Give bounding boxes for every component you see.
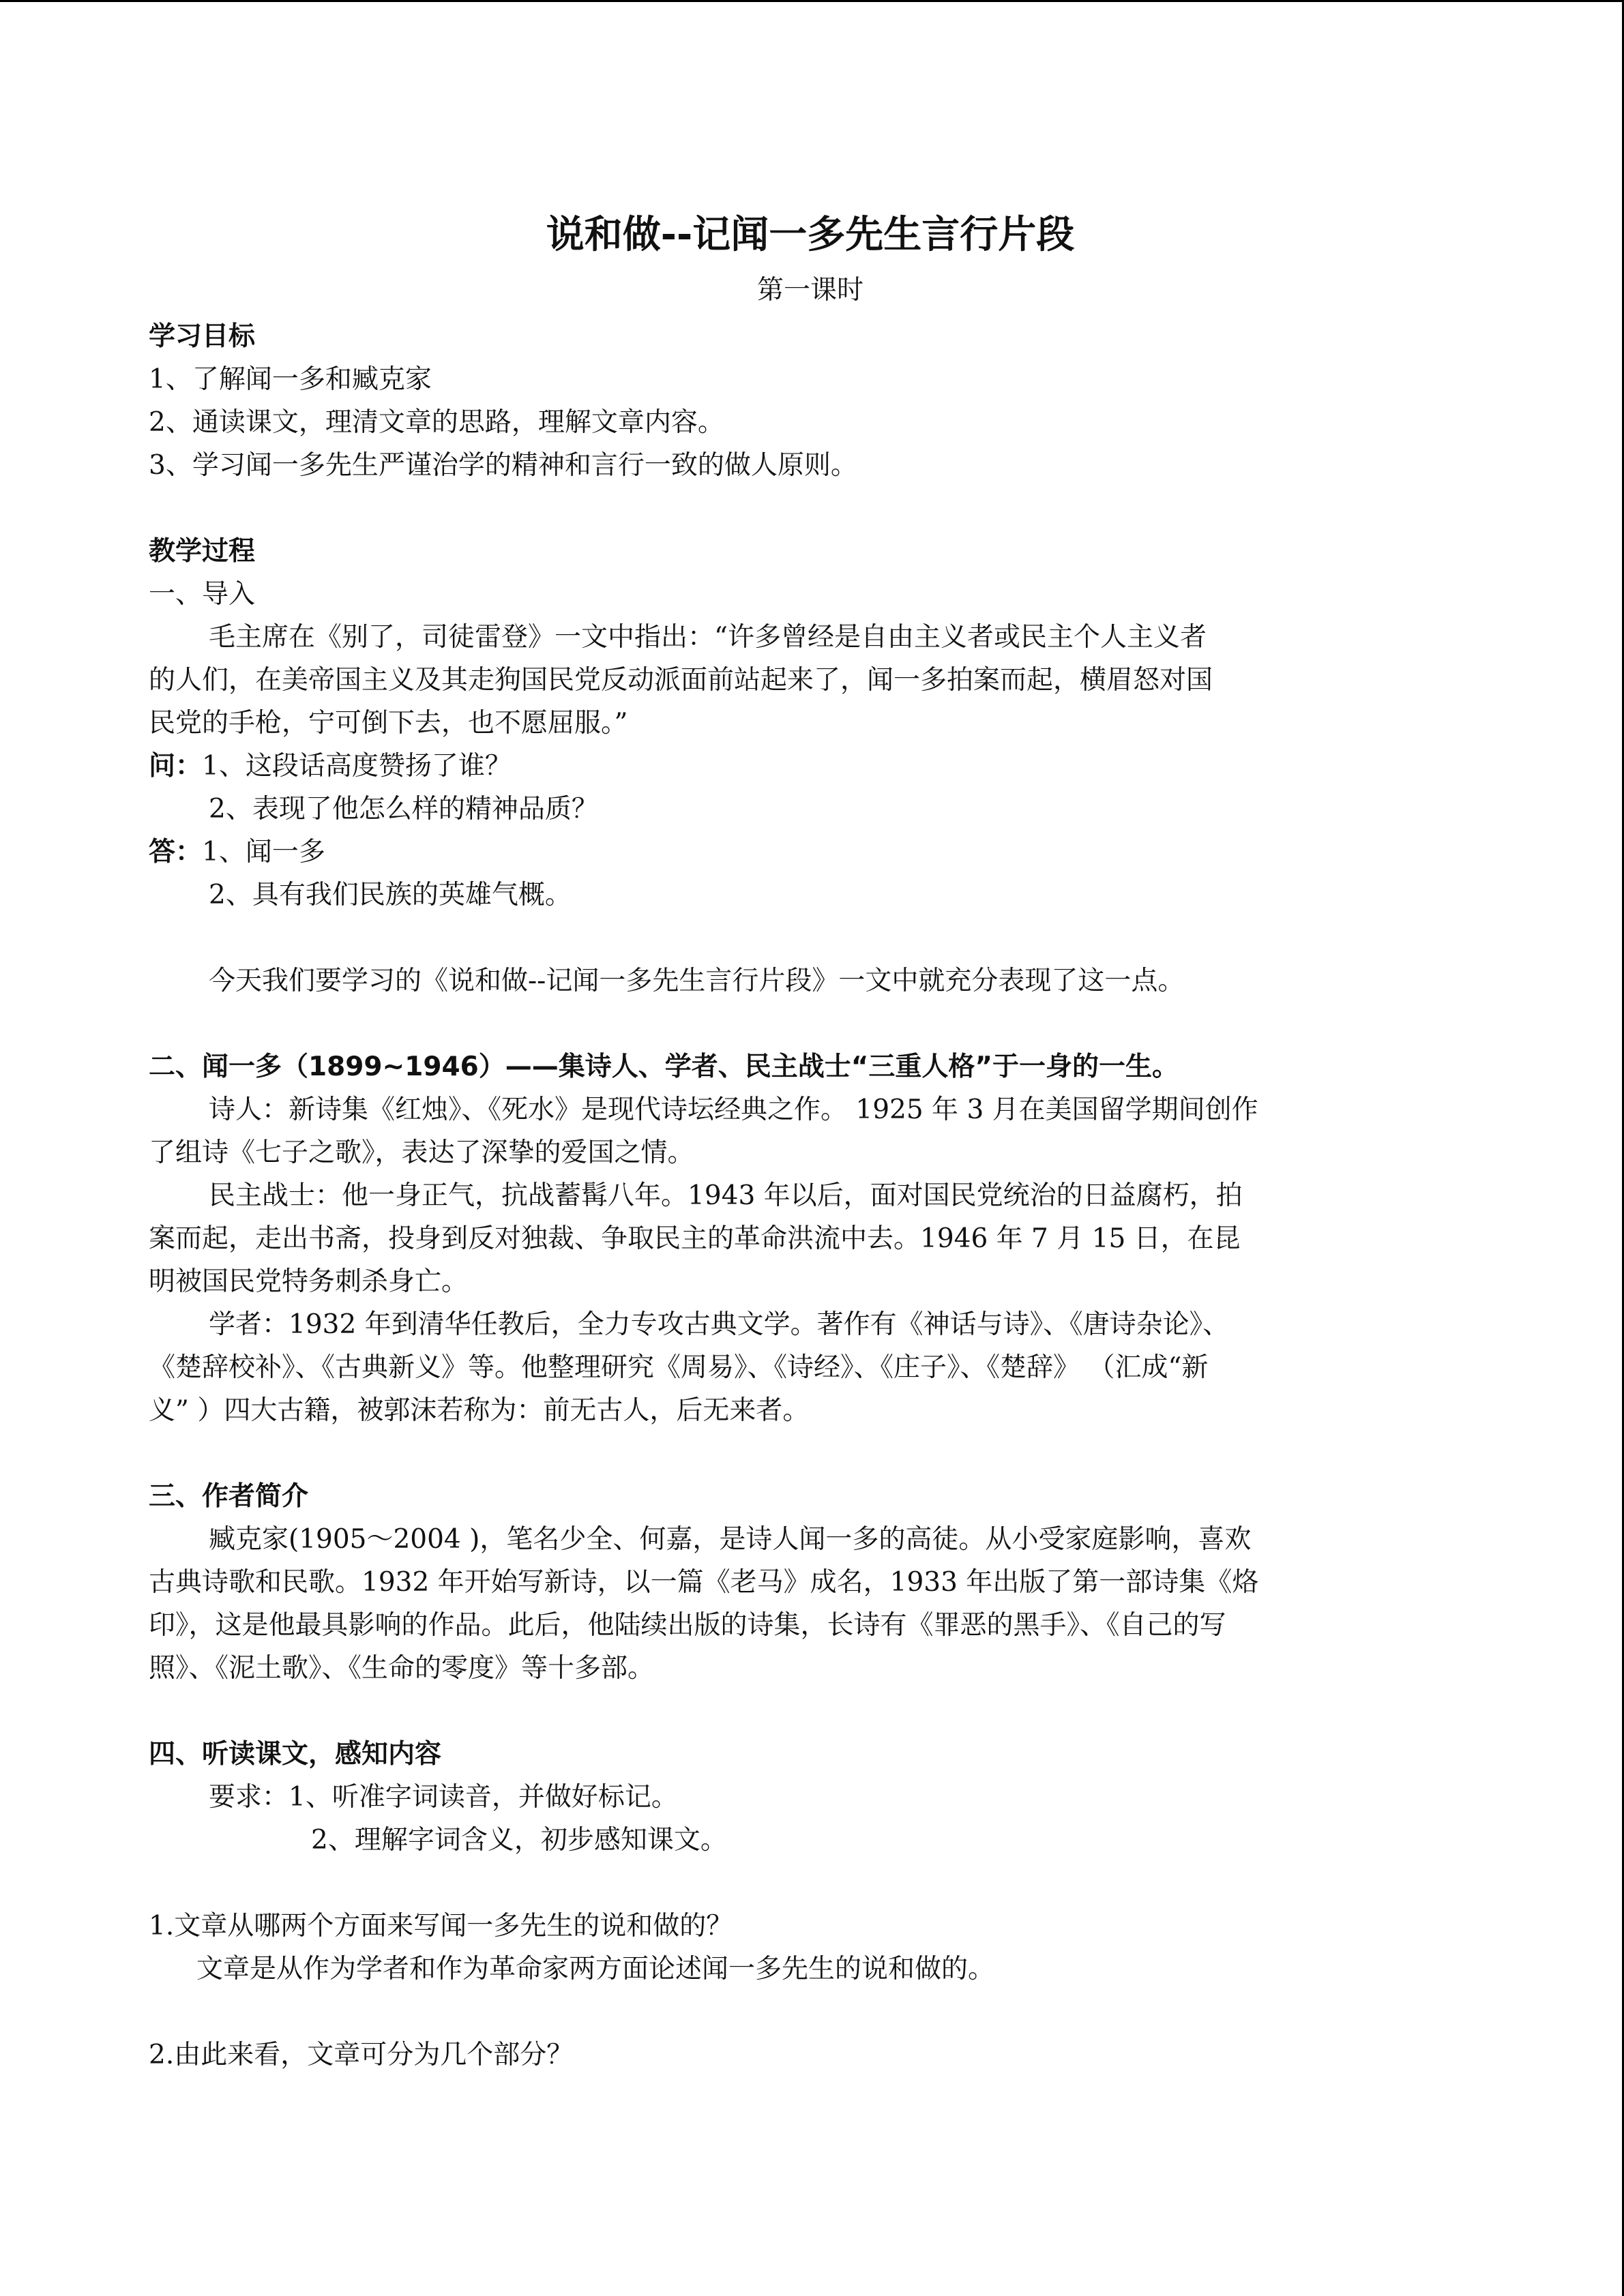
fighter-line: 案而起，走出书斋，投身到反对独裁、争取民主的革命洪流中去。1946 年 7 月 15 日，在昆: [149, 1223, 1241, 1254]
lesson-period: 第一课时: [756, 275, 863, 305]
section4-heading: 四、听读课文，感知内容: [149, 1739, 442, 1770]
question-1: 1、这段话高度赞扬了谁？: [202, 751, 512, 781]
requirement-2: 2、理解字词含义，初步感知课文。: [311, 1825, 727, 1855]
author-bio-line: 古典诗歌和民歌。1932 年开始写新诗，以一篇《老马》成名，1933 年出版了第一部诗集《烙: [149, 1567, 1259, 1598]
intro-label: 一、导入: [149, 579, 256, 610]
goal-item: 2、通读课文，理清文章的思路，理解文章内容。: [149, 407, 724, 438]
fighter-line: 民主战士：他一身正气，抗战蓄髯八年。1943 年以后，面对国民党统治的日益腐朽，拍: [209, 1180, 1243, 1211]
answer-label: 答：: [149, 837, 203, 867]
today-statement: 今天我们要学习的《说和做--记闻一多先生言行片段》一文中就充分表现了这一点。: [209, 966, 1185, 996]
document-title: 说和做--记闻一多先生言行片段: [546, 213, 1075, 257]
reading-question-1: 1.文章从哪两个方面来写闻一多先生的说和做的？: [149, 1911, 733, 1941]
scholar-line: 《楚辞校补》、《古典新义》等。他整理研究《周易》、《诗经》、《庄子》、《楚辞》 （汇成“新: [149, 1352, 1209, 1383]
goals-heading: 学习目标: [149, 321, 256, 352]
question-2: 2、表现了他怎么样的精神品质？: [209, 794, 598, 824]
author-bio-line: 照》、《泥土歌》、《生命的零度》等十多部。: [149, 1653, 655, 1684]
page-top-border: [0, 0, 1624, 2]
scholar-line: 学者：1932 年到清华任教后，全力专攻古典文学。著作有《神话与诗》、《唐诗杂论》、: [209, 1309, 1230, 1340]
poet-line: 了组诗《七子之歌》，表达了深挚的爱国之情。: [149, 1137, 694, 1168]
poet-line: 诗人：新诗集《红烛》、《死水》是现代诗坛经典之作。 1925 年 3 月在美国留学期间创作: [209, 1094, 1258, 1125]
document-page: [149, 205, 1472, 2076]
answer-1: 1、闻一多: [202, 837, 325, 867]
intro-text-line: 毛主席在《别了，司徒雷登》一文中指出：“许多曾经是自由主义者或民主个人主义者: [209, 622, 1207, 653]
goal-item: 1、了解闻一多和臧克家: [149, 364, 432, 395]
fighter-line: 明被国民党特务刺杀身亡。: [149, 1266, 469, 1297]
requirement-1: 要求：1、听准字词读音，并做好标记。: [209, 1782, 678, 1813]
author-bio-line: 臧克家(1905～2004 )，笔名少全、何嘉，是诗人闻一多的高徒。从小受家庭影响，喜欢: [209, 1524, 1252, 1555]
goal-item: 3、学习闻一多先生严谨治学的精神和言行一致的做人原则。: [149, 450, 857, 481]
section2-heading: 二、闻一多（1899~1946）——集诗人、学者、民主战士“三重人格”于一身的一生。: [149, 1052, 1179, 1082]
intro-text-line: 的人们，在美帝国主义及其走狗国民党反动派面前站起来了，闻一多拍案而起，横眉怒对国: [149, 665, 1213, 696]
author-bio-line: 印》，这是他最具影响的作品。此后，他陆续出版的诗集，长诗有《罪恶的黑手》、《自己的写: [149, 1610, 1226, 1641]
scholar-line: 义” ）四大古籍，被郭沫若称为：前无古人，后无来者。: [149, 1395, 810, 1426]
intro-text-line: 民党的手枪，宁可倒下去，也不愿屈服。”: [149, 708, 628, 739]
answer-2: 2、具有我们民族的英雄气概。: [209, 880, 572, 910]
reading-question-2: 2.由此来看，文章可分为几个部分？: [149, 2040, 574, 2070]
reading-answer-1: 文章是从作为学者和作为革命家两方面论述闻一多先生的说和做的。: [196, 1954, 995, 1984]
process-heading: 教学过程: [149, 536, 256, 567]
section3-heading: 三、作者简介: [149, 1481, 309, 1512]
question-label: 问：: [149, 751, 203, 781]
